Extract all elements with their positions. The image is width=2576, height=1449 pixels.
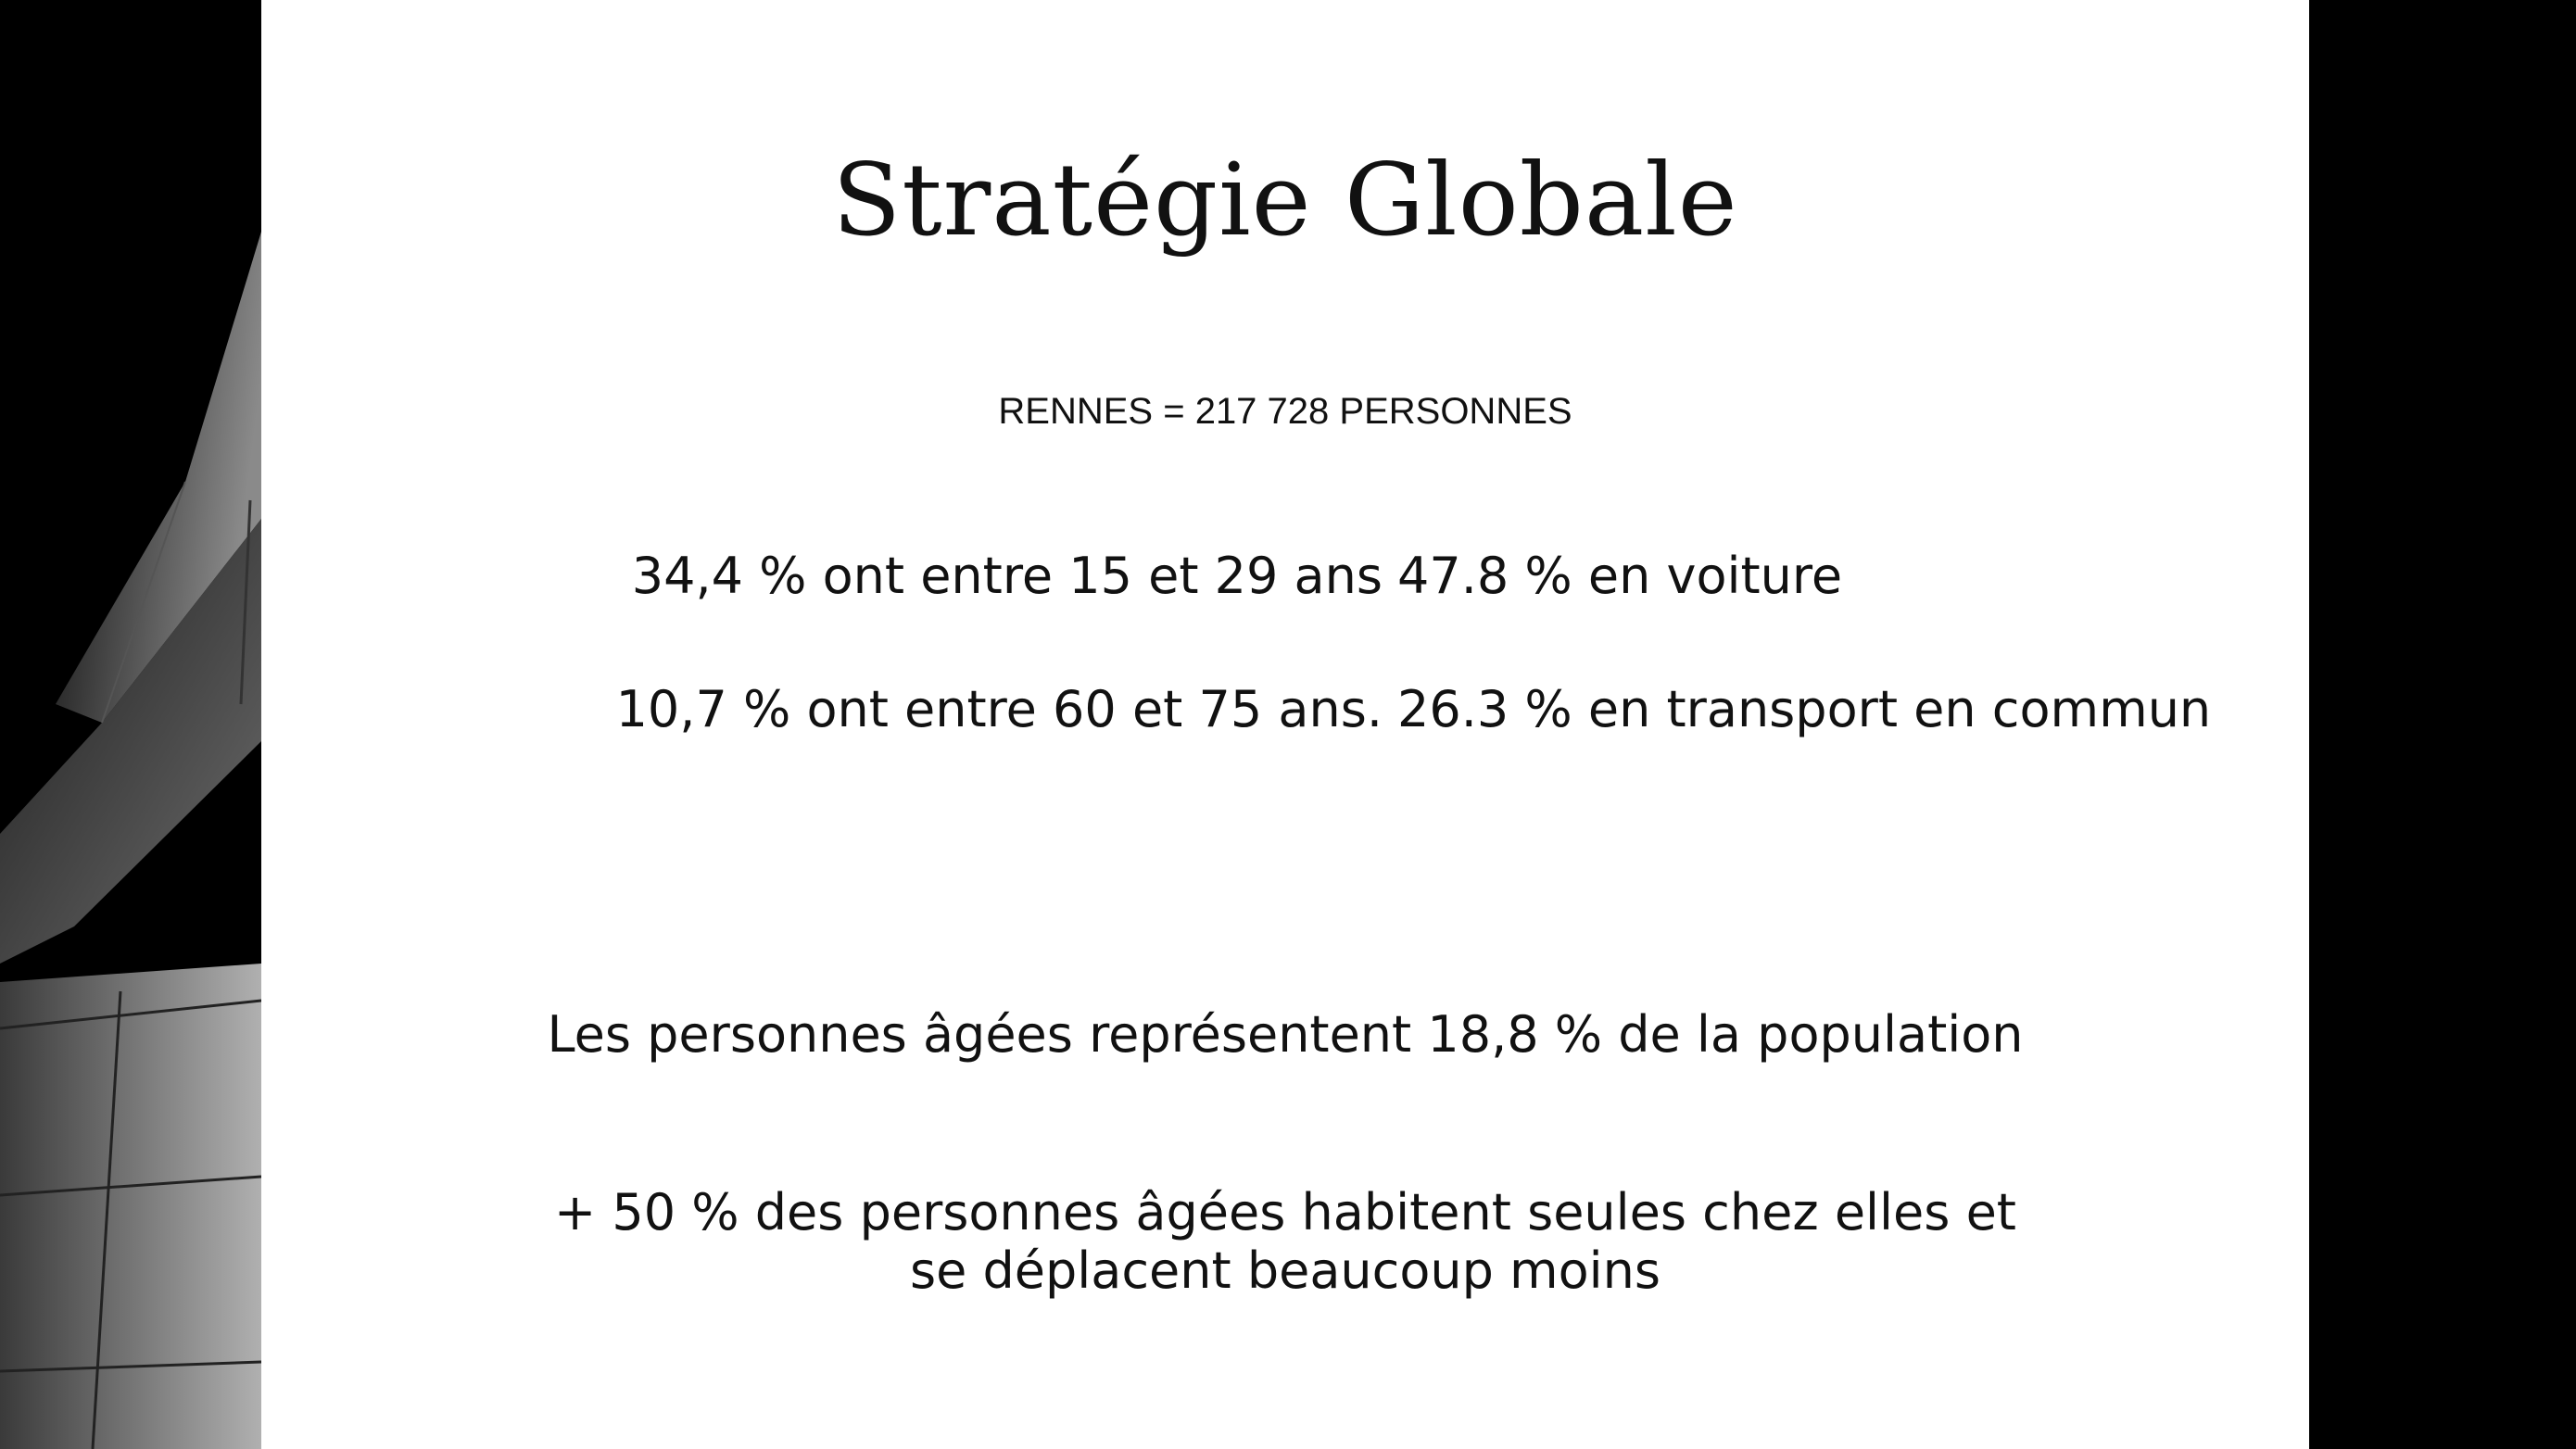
stat-age-15-29: 34,4 % ont entre 15 et 29 ans (631, 547, 1383, 605)
stat-public-transport: 26.3 % en transport en commun (1397, 680, 2212, 738)
living-alone-line-2: se déplacent beaucoup moins (909, 1241, 1661, 1300)
living-alone-line-1: + 50 % des personnes âgées habitent seules chez elles et (554, 1183, 2016, 1241)
architecture-photo (0, 0, 261, 1449)
slide-title: Stratégie Globale (832, 143, 1738, 258)
elderly-share-text: Les personnes âgées représentent 18,8 % de la population (547, 1005, 2024, 1064)
right-black-band (2309, 0, 2576, 1449)
stat-age-60-75: 10,7 % ont entre 60 et 75 ans. (615, 680, 1383, 738)
population-subtitle: RENNES = 217 728 PERSONNES (998, 391, 1572, 432)
elderly-living-alone-text (261, 1184, 2309, 1300)
slide (261, 0, 2309, 1449)
stat-car: 47.8 % en voiture (1397, 547, 1843, 605)
